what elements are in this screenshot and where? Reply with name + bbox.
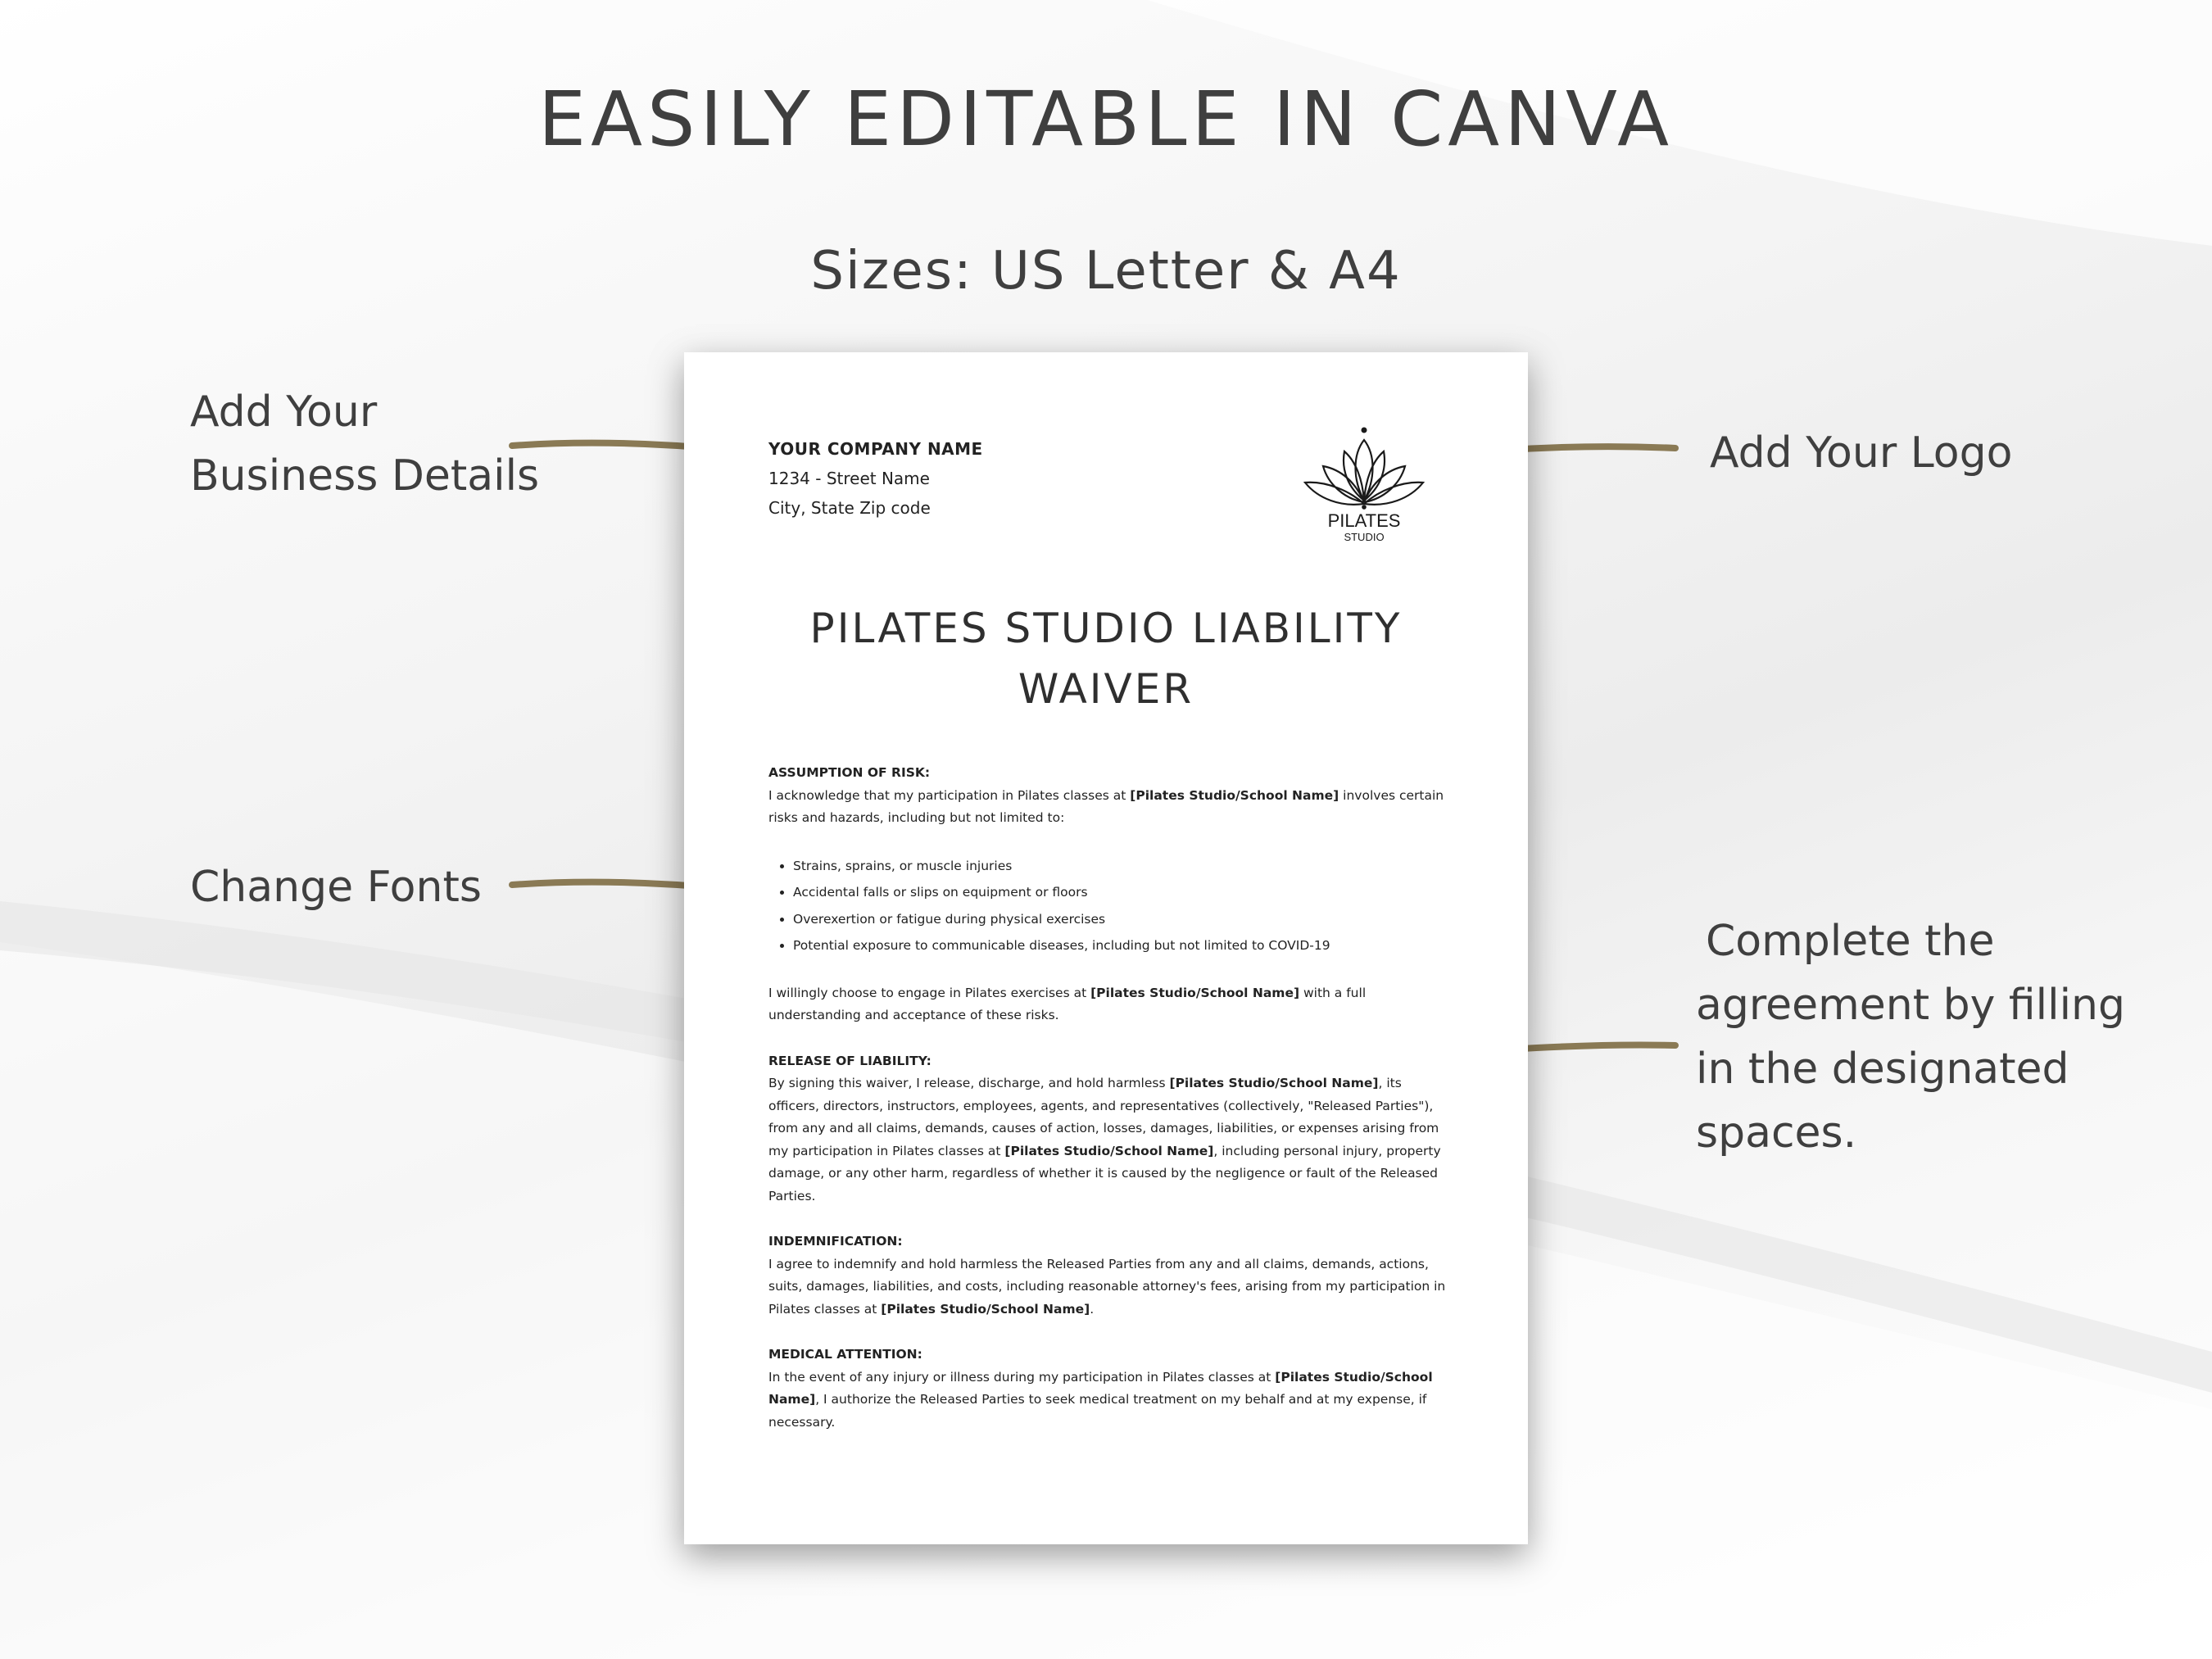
sizes-subheading: Sizes: US Letter & A4 bbox=[810, 241, 1402, 301]
list-item: • Accidental falls or slips on equipment or floors bbox=[793, 879, 1448, 906]
title-line: WAIVER bbox=[1018, 665, 1194, 713]
logo-line1: PILATES bbox=[1327, 510, 1401, 531]
logo-line2: STUDIO bbox=[1344, 531, 1385, 543]
section-heading: ASSUMPTION OF RISK: bbox=[768, 765, 931, 780]
release-text: By signing this waiver, I release, discharge, and hold harmless [Pilates Studio/School Name], its officers, directors, instructors, employees, agents, and representatives (collectively, "Released Parties"), from any and all claims, demands, causes of action, losses, damages, liabilities, or expenses arising from my participation in Pilates classes at [Pilates Studio/School Name], including personal injury, property damage, or any other harm, regardless of whether it is caused by the negligence or fault of the Released Parties. bbox=[768, 1076, 1441, 1203]
list-item: • Overexertion or fatigue during physical exercises bbox=[793, 906, 1448, 933]
indemnification-text: I agree to indemnify and hold harmless the Released Parties from any and all claims, demands, actions, suits, damages, liabilities, and costs, including reasonable attorney's fees, arising from my participation in Pilates classes at [Pilates Studio/School Name]. bbox=[768, 1256, 1446, 1317]
callout-line: in the designated bbox=[1696, 1045, 2069, 1094]
medical-text: In the event of any injury or illness during my participation in Pilates classes at [Pilates Studio/School Name], I authorize the Released Parties to seek medical treatment on my behalf and at my expense, if necessary. bbox=[768, 1369, 1433, 1430]
title-line: PILATES STUDIO LIABILITY bbox=[809, 605, 1403, 652]
section-heading: INDEMNIFICATION: bbox=[768, 1234, 903, 1249]
risk-list bbox=[768, 853, 1448, 959]
lotus-icon bbox=[1305, 428, 1423, 510]
list-item: • Potential exposure to communicable diseases, including but not limited to COVID-19 bbox=[793, 932, 1448, 959]
section-release bbox=[768, 1050, 1448, 1208]
document-page bbox=[684, 352, 1528, 1544]
list-item: • Strains, sprains, or muscle injuries bbox=[793, 853, 1448, 880]
callout-complete-agreement bbox=[1696, 909, 2125, 1165]
callout-business-details bbox=[190, 380, 539, 508]
company-city: City, State Zip code bbox=[768, 498, 931, 518]
callout-line: Change Fonts bbox=[190, 863, 482, 912]
risk-intro: I acknowledge that my participation in Pilates classes at [Pilates Studio/School Name] involves certain risks and hazards, including but not limited to: bbox=[768, 787, 1444, 825]
callout-line: spaces. bbox=[1696, 1108, 1857, 1158]
company-details bbox=[768, 434, 983, 523]
studio-placeholder: [Pilates Studio/School Name] bbox=[1090, 985, 1300, 1000]
callout-line: Add Your Logo bbox=[1710, 428, 2013, 478]
document-title bbox=[768, 598, 1444, 719]
studio-placeholder: [Pilates Studio/School Name] bbox=[768, 1369, 1433, 1407]
section-heading: RELEASE OF LIABILITY: bbox=[768, 1053, 931, 1068]
callout-line: Business Details bbox=[190, 451, 540, 501]
company-street: 1234 - Street Name bbox=[768, 469, 930, 488]
risk-choice: I willingly choose to engage in Pilates exercises at [Pilates Studio/School Name] with a full understanding and acceptance of these risks. bbox=[768, 985, 1367, 1022]
callout-line: Complete the bbox=[1706, 917, 1995, 966]
document-body bbox=[768, 762, 1448, 1434]
company-name: YOUR COMPANY NAME bbox=[768, 439, 983, 459]
logo bbox=[1299, 422, 1430, 545]
studio-placeholder: [Pilates Studio/School Name] bbox=[881, 1301, 1090, 1317]
studio-placeholder: [Pilates Studio/School Name] bbox=[1130, 787, 1339, 803]
studio-placeholder: [Pilates Studio/School Name] bbox=[1169, 1076, 1379, 1090]
callout-line: agreement by filling bbox=[1696, 981, 2125, 1030]
section-indemnification bbox=[768, 1231, 1448, 1321]
callout-add-logo bbox=[1710, 421, 2012, 485]
section-heading: MEDICAL ATTENTION: bbox=[768, 1347, 922, 1362]
section-medical bbox=[768, 1344, 1448, 1434]
banner-heading: EASILY EDITABLE IN CANVA bbox=[537, 75, 1675, 163]
callout-change-fonts bbox=[190, 855, 482, 919]
callout-line: Add Your bbox=[190, 388, 378, 437]
studio-placeholder: [Pilates Studio/School Name] bbox=[1004, 1143, 1214, 1158]
